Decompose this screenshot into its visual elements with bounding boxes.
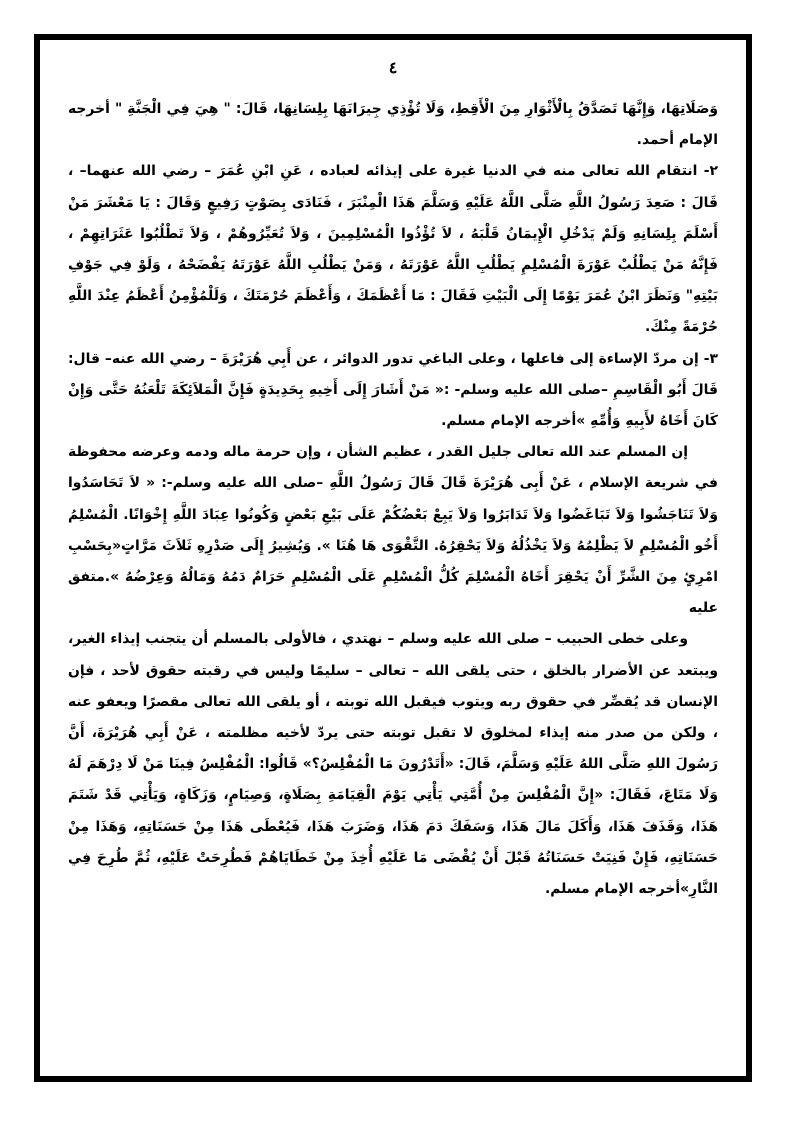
paragraph-5: وعلى خطى الحبيب – صلى الله عليه وسلم – نهتدي ، فالأولى بالمسلم أن يتجنب إيذاء الغير، ويبتعد عن الأضرار بالخلق ، حتى يلقى الله – تعالى – سليمًا وليس في رقبته حقوق لأحد ، فإن الإنسان قد يُقصِّر في حقوق ربه ويتوب فيقبل الله توبته ، أو يلقى الله تعالى مقصرًا ويعفو عنه ، ولكن من صدر منه إيذاء لمخلوق لا تقبل توبته حتى يردّ لأخيه مظلمته ، عَنْ أَبِي هُرَيْرَةَ، أَنَّ رَسُولَ اللهِ صَلَّى اللهُ عَلَيْهِ وَسَلَّمَ، قَالَ: «أَتَدْرُونَ مَا الْمُفْلِسُ؟» قَالُوا: الْمُفْلِسُ فِينَا مَنْ لَا دِرْهَمَ لَهُ وَلَا مَتَاعَ، فَقَالَ: «إِنَّ الْمُفْلِسَ مِنْ أُمَّتِي يَأْتِي يَوْمَ الْقِيَامَةِ بِصَلَاةٍ، وَصِيَامٍ، وَزَكَاةٍ، وَيَأْتِي قَدْ شَتَمَ هَذَا، وَقَذَفَ هَذَا، وَأَكَلَ مَالَ هَذَا، وَسَفَكَ دَمَ هَذَا، وَضَرَبَ هَذَا، فَيُعْطَى هَذَا مِنْ حَسَنَاتِهِ، وَهَذَا مِنْ حَسَنَاتِهِ، فَإِنْ فَنِيَتْ حَسَنَاتُهُ قَبْلَ أَنْ يُقْضَى مَا عَلَيْهِ أُخِذَ مِنْ خَطَايَاهُمْ فَطُرِحَتْ عَلَيْهِ، ثُمَّ طُرِحَ فِي النَّارِ»أخرجه الإمام مسلم. [68, 631, 718, 898]
paragraph-4: إن المسلم عند الله تعالى جليل القدر ، عظيم الشأن ، وإن حرمة ماله ودمه وعرضه محفوظة في شريعة الإسلام ، عَنْ أَبِى هُرَيْرَةَ قَالَ قَالَ رَسُولُ اللَّهِ –صلى الله عليه وسلم-: « لاَ تَحَاسَدُوا وَلاَ تَنَاجَشُوا وَلاَ تَبَاغَضُوا وَلاَ تَدَابَرُوا وَلاَ يَبِعْ بَعْضُكُمْ عَلَى بَيْعِ بَعْضٍ وَكُونُوا عِبَادَ اللَّهِ إِخْوَانًا. الْمُسْلِمُ أَخُو الْمُسْلِمِ لاَ يَظْلِمُهُ وَلاَ يَخْذُلُهُ وَلاَ يَحْقِرُهُ. التَّقْوَى هَا هُنَا ». وَيُشِيرُ إِلَى صَدْرِهِ ثَلاَثَ مَرَّاتٍ«بِحَسْبِ امْرِئٍ مِنَ الشَّرِّ أَنْ يَحْقِرَ أَخَاهُ الْمُسْلِمَ كُلُّ الْمُسْلِمِ عَلَى الْمُسْلِمِ حَرَامٌ دَمُهُ وَمَالُهُ وَعِرْضُهُ ».متفق عليه [68, 444, 718, 617]
paragraph-1: وَصَلَاتِهَا، وَإِنَّهَا تَصَدَّقُ بِالْأَثْوَارِ مِنَ الْأَقِطِ، وَلَا تُؤْذِي جِيرَانَهَا بِلِسَانِهَا، قَالَ: " هِيَ فِي الْجَنَّةِ " أخرجه الإمام أحمد. [68, 101, 718, 149]
page-frame [34, 34, 752, 1082]
page-number: ٤ [388, 58, 398, 77]
paragraph-3: ٣- إن مردّ الإساءة إلى فاعلها ، وعلى الباغي تدور الدوائر ، عن أَبِي هُرَيْرَةَ – رضي الله عنه– قال: قَالَ أَبُو الْقَاسِمِ –صلى الله عليه وسلم- :« مَنْ أَشَارَ إِلَى أَخِيهِ بِحَدِيدَةٍ فَإِنَّ الْمَلاَئِكَةَ تَلْعَنُهُ حَتَّى وَإِنْ كَانَ أَخَاهُ لأَبِيهِ وَأُمِّهِ »أخرجه الإمام مسلم. [68, 350, 718, 430]
document-body [68, 94, 718, 905]
paragraph-2: ٢- انتقام الله تعالى منه في الدنيا غيرة على إيذائه لعباده ، عَنِ ابْنِ عُمَرَ – رضي الله عنهما– ، قَالَ : صَعِدَ رَسُولُ اللَّهِ صَلَّى اللَّهُ عَلَيْهِ وَسَلَّمَ هَذَا الْمِنْبَرَ ، فَنَادَى بِصَوْتٍ رَفِيعٍ وَقَالَ : يَا مَعْشَرَ مَنْ أَسْلَمَ بِلِسَانِهِ وَلَمْ يَدْخُلِ الْإِيمَانُ قَلْبَهُ ، لاَ تُؤْذُوا الْمُسْلِمِينَ ، وَلاَ تُعَيِّرُوهُمْ ، وَلاَ تَطْلُبُوا عَثَرَاتِهِمْ ، فَإِنَّهُ مَنْ يَطْلُبْ عَوْرَةَ الْمُسْلِمِ يَطْلُبِ اللَّهُ عَوْرَتَهُ ، وَمَنْ يَطْلُبِ اللَّهُ عَوْرَتَهُ يَفْضَحْهُ ، وَلَوْ فِي جَوْفِ بَيْتِهِ" وَنَظَرَ ابْنُ عُمَرَ يَوْمًا إِلَى الْبَيْتِ فَقَالَ : مَا أَعْظَمَكَ ، وَأَعْظَمَ حُرْمَتَكَ ، وَلَلْمُؤْمِنُ أَعْظَمُ عِنْدَ اللَّهِ حُرْمَةً مِنْكَ. [68, 163, 718, 336]
